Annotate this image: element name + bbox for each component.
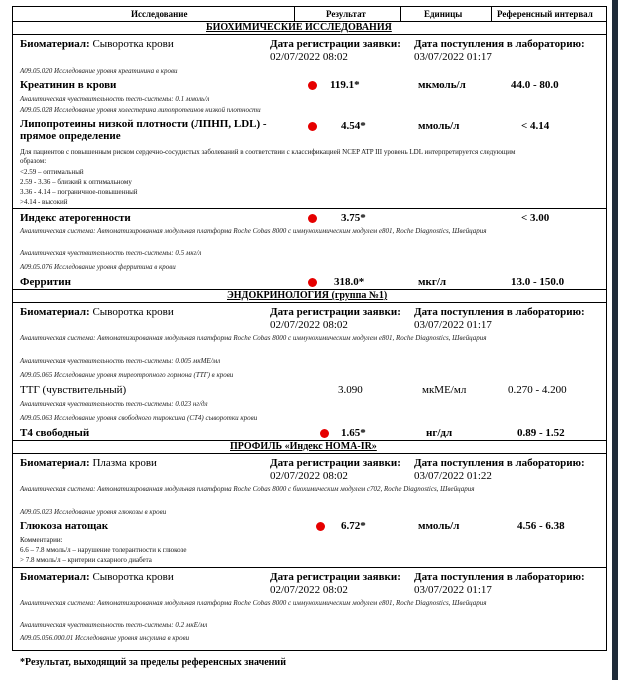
ref-creatinine: 44.0 - 80.0 [511,79,559,91]
test-name-ferritin: Ферритин [20,276,71,288]
lab-date-label-3: Дата поступления в лабораторию: [414,457,585,469]
units-ldl: ммоль/л [418,120,460,132]
lab-date-4: 03/07/2022 01:17 [414,584,492,596]
ref-atherogenic-index: < 3.00 [521,212,550,224]
col-units-header: Единицы [424,9,463,19]
reg-date-1: 02/07/2022 08:02 [270,51,348,63]
ref-ferritin: 13.0 - 150.0 [511,276,565,288]
footnote: *Результат, выходящий за пределы референсных значений [20,657,286,668]
ldl-comment-line: <2.59 – оптимальный [20,168,84,176]
reg-date-label-3: Дата регистрации заявки: [270,457,401,469]
analytic-system-note: Аналитическая система: Автоматизированная модульная платформа Roche Cobas 8000 с иммунохимическим модулем e801, Roche Diagnostics, Швейцария [20,599,487,607]
analytic-system-note: Аналитическая система: Автоматизированная модульная платформа Roche Cobas 8000 с биохимическим модулем c702, Roche Diagnostics, Швейцария [20,485,475,493]
sensitivity-note: Аналитическая чувствительность тест-системы: 0.023 нг/дл [20,400,208,408]
report-page [8,0,608,680]
method-note: A09.05.028 Исследование уровня холестерина липопротеинов низкой плотности [20,106,261,114]
ref-glucose: 4.56 - 6.38 [517,520,565,532]
method-note: A09.05.076 Исследование уровня ферритина в крови [20,263,176,271]
section-title-biochem: БИОХИМИЧЕСКИЕ ИССЛЕДОВАНИЯ [206,22,392,33]
reg-date-3: 02/07/2022 08:02 [270,470,348,482]
section-title-homa: ПРОФИЛЬ «Индекс HOMA-IR» [230,441,377,452]
reg-date-label-4: Дата регистрации заявки: [270,571,401,583]
units-creatinine: мкмоль/л [418,79,466,91]
flag-dot [316,522,325,531]
analytic-system-note: Аналитическая система: Автоматизированная модульная платформа Roche Cobas 8000 с иммунохимическим модулем e801, Roche Diagnostics, Швейцария [20,334,487,342]
result-glucose: 6.72* [341,520,366,532]
biomaterial-4: Биоматериал: Сыворотка крови [20,571,174,583]
glucose-comment-line: 6.6 – 7.8 ммоль/л – нарушение толерантности к глюкозе [20,546,187,554]
lab-date-label-4: Дата поступления в лабораторию: [414,571,585,583]
glucose-comment-title: Комментарии: [20,536,63,544]
ref-tsh: 0.270 - 4.200 [508,384,567,396]
result-atherogenic-index: 3.75* [341,212,366,224]
biomaterial-1: Биоматериал: Сыворотка крови [20,38,174,50]
reg-date-label-2: Дата регистрации заявки: [270,306,401,318]
test-name-free-t4: Т4 свободный [20,427,90,439]
method-note: A09.05.056.000.01 Исследование уровня инсулина в крови [20,634,190,642]
ref-ldl: < 4.14 [521,120,550,132]
method-note: A09.05.020 Исследование уровня креатинина в крови [20,67,178,75]
reg-date-2: 02/07/2022 08:02 [270,319,348,331]
test-name-creatinine: Креатинин в крови [20,79,117,91]
test-name-tsh: ТТГ (чувствительный) [20,384,127,396]
method-note: A09.05.063 Исследование уровня свободного тироксина (СТ4) сыворотки крови [20,414,258,422]
units-tsh: мкМЕ/мл [422,384,467,396]
result-ferritin: 318.0* [334,276,365,288]
method-note: A09.05.023 Исследование уровня глюкозы в крови [20,508,167,516]
flag-dot [320,429,329,438]
sensitivity-note: Аналитическая чувствительность тест-системы: 0.5 мкг/л [20,249,202,257]
flag-dot [308,214,317,223]
sensitivity-note: Аналитическая чувствительность тест-системы: 0.005 мкМЕ/мл [20,357,221,365]
test-name-ldl: Липопротеины низкой плотности (ЛПНП, LDL) - прямое определение [20,118,267,142]
lab-date-3: 03/07/2022 01:22 [414,470,492,482]
method-note: A09.05.065 Исследование уровня тиреотропного гормона (ТТГ) в крови [20,371,234,379]
units-glucose: ммоль/л [418,520,460,532]
analytic-system-note: Аналитическая система: Автоматизированная модульная платформа Roche Cobas 8000 с иммунохимическим модулем e801, Roche Diagnostics, Швейцария [20,227,487,235]
reg-date-4: 02/07/2022 08:02 [270,584,348,596]
units-ferritin: мкг/л [418,276,447,288]
col-study-header: Исследование [131,9,188,19]
lab-date-2: 03/07/2022 01:17 [414,319,492,331]
sensitivity-note: Аналитическая чувствительность тест-системы: 0.2 мкЕ/мл [20,621,208,629]
glucose-comment-line: > 7.8 ммоль/л – критерии сахарного диабета [20,556,152,564]
test-name-glucose: Глюкоза натощак [20,520,109,532]
ldl-comment-line: 3.36 - 4.14 – пограничное-повышенный [20,188,138,196]
lab-date-label-2: Дата поступления в лабораторию: [414,306,585,318]
result-ldl: 4.54* [341,120,366,132]
result-creatinine: 119.1* [330,79,360,91]
window-edge [612,0,618,680]
flag-dot [308,278,317,287]
units-free-t4: нг/дл [426,427,453,439]
biomaterial-2: Биоматериал: Сыворотка крови [20,306,174,318]
result-free-t4: 1.65* [341,427,366,439]
ref-free-t4: 0.89 - 1.52 [517,427,565,439]
flag-dot [308,81,317,90]
lab-date-1: 03/07/2022 01:17 [414,51,492,63]
ldl-comment: Для пациентов с повышенным риском сердечно-сосудистых заболеваний в соответствии с классификацией NCEP ATP III уровень LDL интерпретируется следующим образом: [20,148,516,165]
result-tsh: 3.090 [338,384,363,396]
test-name-atherogenic-index: Индекс атерогенности [20,212,131,224]
ldl-comment-line: >4.14 - высокий [20,198,68,206]
section-title-endocrinology: ЭНДОКРИНОЛОГИЯ (группа №1) [227,290,388,301]
ldl-comment-line: 2.59 - 3.36 – близкий к оптимальному [20,178,132,186]
flag-dot [308,122,317,131]
sensitivity-note: Аналитическая чувствительность тест-системы: 0.1 ммоль/л [20,95,210,103]
reg-date-label-1: Дата регистрации заявки: [270,38,401,50]
lab-date-label-1: Дата поступления в лабораторию: [414,38,585,50]
col-result-header: Результат [326,9,366,19]
biomaterial-3: Биоматериал: Плазма крови [20,457,157,469]
col-ref-header: Референсный интервал [497,9,593,19]
